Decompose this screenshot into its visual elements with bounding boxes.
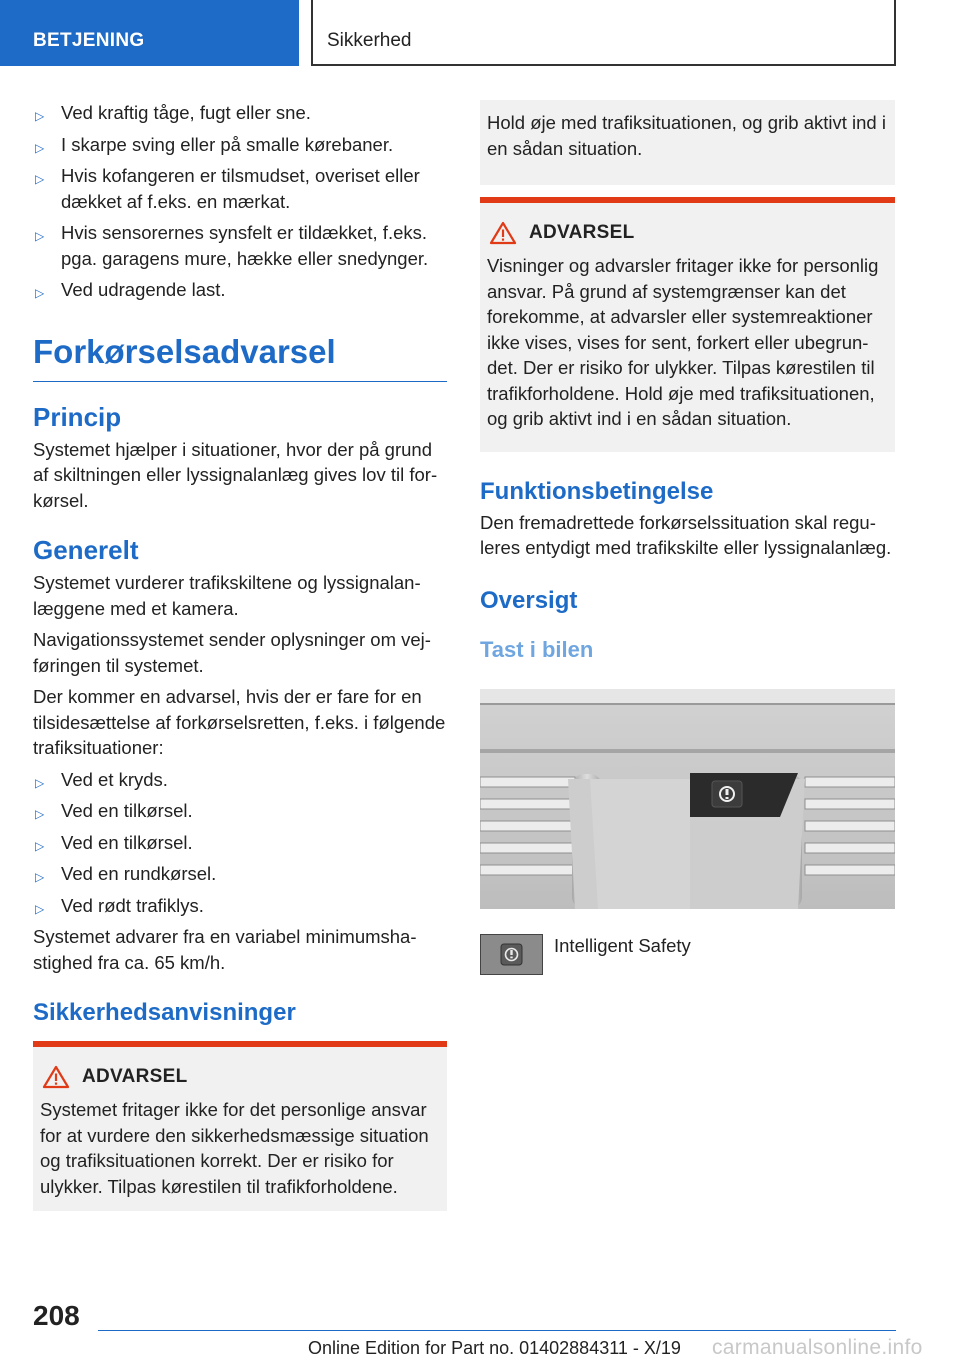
situations-list	[33, 767, 447, 919]
generelt-paragraph: Systemet vurderer trafikskiltene og lyssignalanlæggene med et kamera.	[33, 572, 421, 619]
triangle-bullet-icon: ▷	[35, 870, 45, 884]
princip-heading: Princip	[33, 401, 122, 432]
chapter-tab[interactable]: Sikkerhed	[311, 0, 896, 66]
triangle-bullet-icon: ▷	[35, 901, 45, 916]
tast-heading: Tast i bilen	[480, 636, 594, 662]
princip-text: Systemet hjælper i situationer, hvor der på grund af skiltningen eller lyssignalanlæg gives lov til forkørsel.	[33, 438, 438, 511]
page-number: 208	[33, 1300, 80, 1331]
warning-triangle-icon	[489, 221, 517, 245]
generelt-paragraph: Navigationssystemet sender oplysninger om vejføringen til systemet.	[33, 629, 431, 676]
generelt-heading: Generelt	[33, 535, 139, 565]
section-tab[interactable]: BETJENING	[0, 0, 299, 66]
list-item: ▷ I skarpe sving eller på smalle kørebaner.	[33, 132, 447, 158]
triangle-bullet-icon: ▷	[35, 229, 45, 243]
list-item: ▷ Hvis kofangeren er tilsmudset, overiset eller dækket af f.eks. en mærkat.	[35, 165, 420, 212]
list-item: ▷ Ved udragende last.	[33, 277, 447, 303]
triangle-bullet-icon: ▷	[35, 109, 45, 123]
list-item: ▷ Ved rødt trafiklys.	[33, 893, 447, 919]
intelligent-safety-button-icon[interactable]	[480, 934, 543, 975]
list-item: ▷ Ved kraftig tåge, fugt eller sne.	[33, 100, 447, 126]
triangle-bullet-icon: ▷	[35, 140, 45, 155]
page-header	[0, 0, 960, 66]
list-item: ▷ Ved en rundkørsel.	[33, 861, 447, 887]
warning-text: Visninger og advarsler fritager ikke for personlig ansvar. På grund af systemgrænser kan det forekomme, at advarsler eller systemreaktioner ikke vises, vises for sent, forkert eller ubegrundet. Der er risiko for ulykker. Tilpas kørestilen til trafikforholdene. Hold øje med trafiksituationen, og grib aktivt ind i en sådan situation.	[487, 255, 879, 429]
footer-edition: Online Edition for Part no. 01402884311 - X/19	[308, 1338, 681, 1358]
warning-text: Systemet fritager ikke for det personlige ansvar for at vurdere den sikkerhedsmæssige situation og trafiksituationen korrekt. Der er risiko for ulykker. Tilpas kørestilen til trafikforholdene.	[40, 1099, 429, 1197]
oversigt-heading: Oversigt	[480, 586, 578, 614]
note-box	[480, 100, 895, 185]
note-text: Hold øje med trafiksituationen, og grib aktivt ind i en sådan situation.	[487, 112, 886, 159]
triangle-bullet-icon: ▷	[35, 286, 45, 300]
triangle-bullet-icon: ▷	[35, 775, 45, 790]
left-column	[33, 100, 447, 1211]
triangle-bullet-icon: ▷	[35, 838, 45, 853]
watermark: carmanualsonline.info	[712, 1336, 923, 1359]
funktions-text: Den fremadrettede forkørselssituation skal reguleres entydigt med trafikskilte eller lyssignalanlæg.	[480, 511, 892, 558]
warning-title: ADVARSEL	[529, 222, 635, 243]
right-column	[480, 100, 895, 975]
list-item: ▷ Hvis sensorernes synsfelt er tildækket, f.eks. pga. garagens mure, hække eller snedynger.	[35, 222, 429, 269]
button-legend	[480, 934, 895, 975]
button-label: Intelligent Safety	[554, 934, 691, 956]
speed-text: Systemet advarer fra en variabel minimumshastighed fra ca. 65 km/h.	[33, 926, 417, 973]
warning-title: ADVARSEL	[82, 1066, 188, 1087]
funktions-heading: Funktionsbetingelse	[480, 477, 714, 505]
warning-box	[33, 1041, 447, 1211]
footer-divider	[98, 1330, 896, 1331]
safety-heading: Sikkerhedsanvisninger	[33, 999, 296, 1026]
list-item: ▷ Ved en tilkørsel.	[33, 798, 447, 824]
page-title: Forkørselsadvarsel	[33, 333, 447, 382]
limitations-list	[33, 100, 447, 303]
triangle-bullet-icon: ▷	[35, 807, 45, 821]
generelt-paragraph: Der kommer en advarsel, hvis der er fare for en tilsidesættelse af forkørselsretten, f.eks. i følgende trafiksituationer:	[33, 686, 446, 758]
triangle-bullet-icon: ▷	[35, 172, 45, 186]
car-button-photo	[480, 689, 895, 909]
warning-box	[480, 197, 895, 452]
list-item: ▷ Ved et kryds.	[33, 767, 447, 793]
list-item: ▷ Ved en tilkørsel.	[33, 830, 447, 856]
warning-triangle-icon	[42, 1065, 70, 1089]
